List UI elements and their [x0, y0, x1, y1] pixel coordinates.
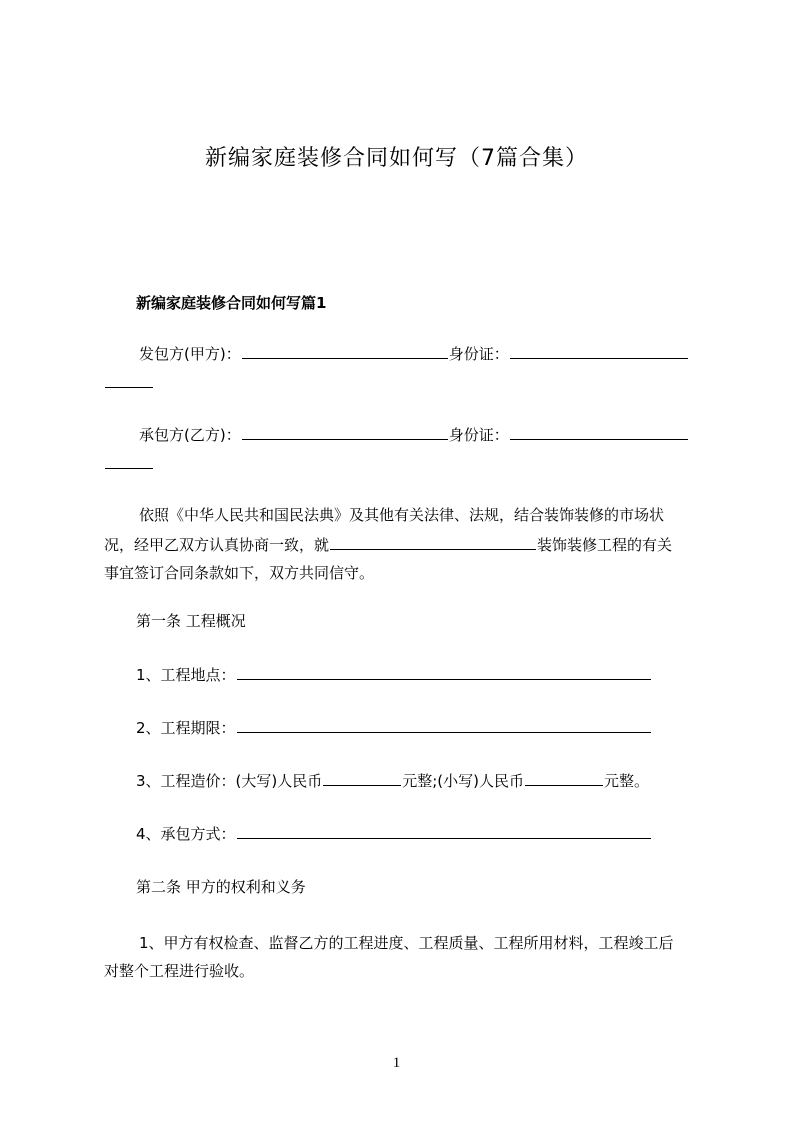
item-4-blank — [237, 820, 651, 839]
party-b-id-blank-cont — [105, 450, 153, 469]
article-2-heading: 第二条 甲方的权利和义务 — [136, 878, 306, 896]
intro-line-3: 事宜签订合同条款如下，双方共同信守。 — [104, 564, 375, 582]
party-a-name-blank — [242, 340, 448, 359]
article-1-heading: 第一条 工程概况 — [136, 612, 246, 630]
party-a-id-label: 身份证： — [448, 345, 509, 363]
party-b-line-cont — [104, 449, 154, 479]
item-3-middle: 元整;(小写)人民币 — [402, 772, 525, 790]
party-b-id-blank — [510, 421, 688, 440]
item-1-location — [136, 660, 652, 690]
item-2-period — [136, 713, 652, 743]
article-2-item-1-line-1: 1、甲方有权检查、监督乙方的工程进度、工程质量、工程所用材料，工程竣工后 — [139, 934, 674, 952]
party-a-line-cont — [104, 368, 154, 398]
item-2-label: 2、工程期限： — [136, 719, 236, 737]
item-4-contract-type — [136, 819, 652, 849]
party-a-id-blank — [510, 340, 688, 359]
item-3-cost — [136, 766, 649, 796]
article-2-item-1-line-2: 对整个工程进行验收。 — [104, 962, 255, 980]
item-2-blank — [237, 714, 651, 733]
party-a-id-blank-cont — [105, 369, 153, 388]
item-3-prefix: 3、工程造价：(大写)人民币 — [136, 772, 323, 790]
item-3-suffix: 元整。 — [604, 772, 650, 790]
item-3-uppercase-blank — [323, 767, 401, 786]
section-heading: 新编家庭装修合同如何写篇1 — [136, 294, 327, 312]
item-1-label: 1、工程地点： — [136, 666, 236, 684]
party-b-label: 承包方(乙方)： — [139, 426, 241, 444]
item-1-blank — [237, 661, 651, 680]
page-number: 1 — [392, 1055, 401, 1071]
item-4-label: 4、承包方式： — [136, 825, 236, 843]
intro-line-1: 依照《中华人民共和国民法典》及其他有关法律、法规，结合装饰装修的市场状 — [139, 506, 665, 524]
party-b-line — [139, 420, 689, 450]
intro-line-2 — [104, 530, 672, 560]
document-title: 新编家庭装修合同如何写（7篇合集） — [205, 146, 588, 171]
party-a-label: 发包方(甲方)： — [139, 345, 241, 363]
party-b-name-blank — [242, 421, 448, 440]
party-b-id-label: 身份证： — [448, 426, 509, 444]
party-a-line — [139, 339, 689, 369]
item-3-lowercase-blank — [525, 767, 603, 786]
project-name-blank — [330, 531, 536, 550]
intro-line-2-prefix: 况，经甲乙双方认真协商一致，就 — [104, 536, 330, 554]
intro-line-2-suffix: 装饰装修工程的有关 — [537, 536, 673, 554]
